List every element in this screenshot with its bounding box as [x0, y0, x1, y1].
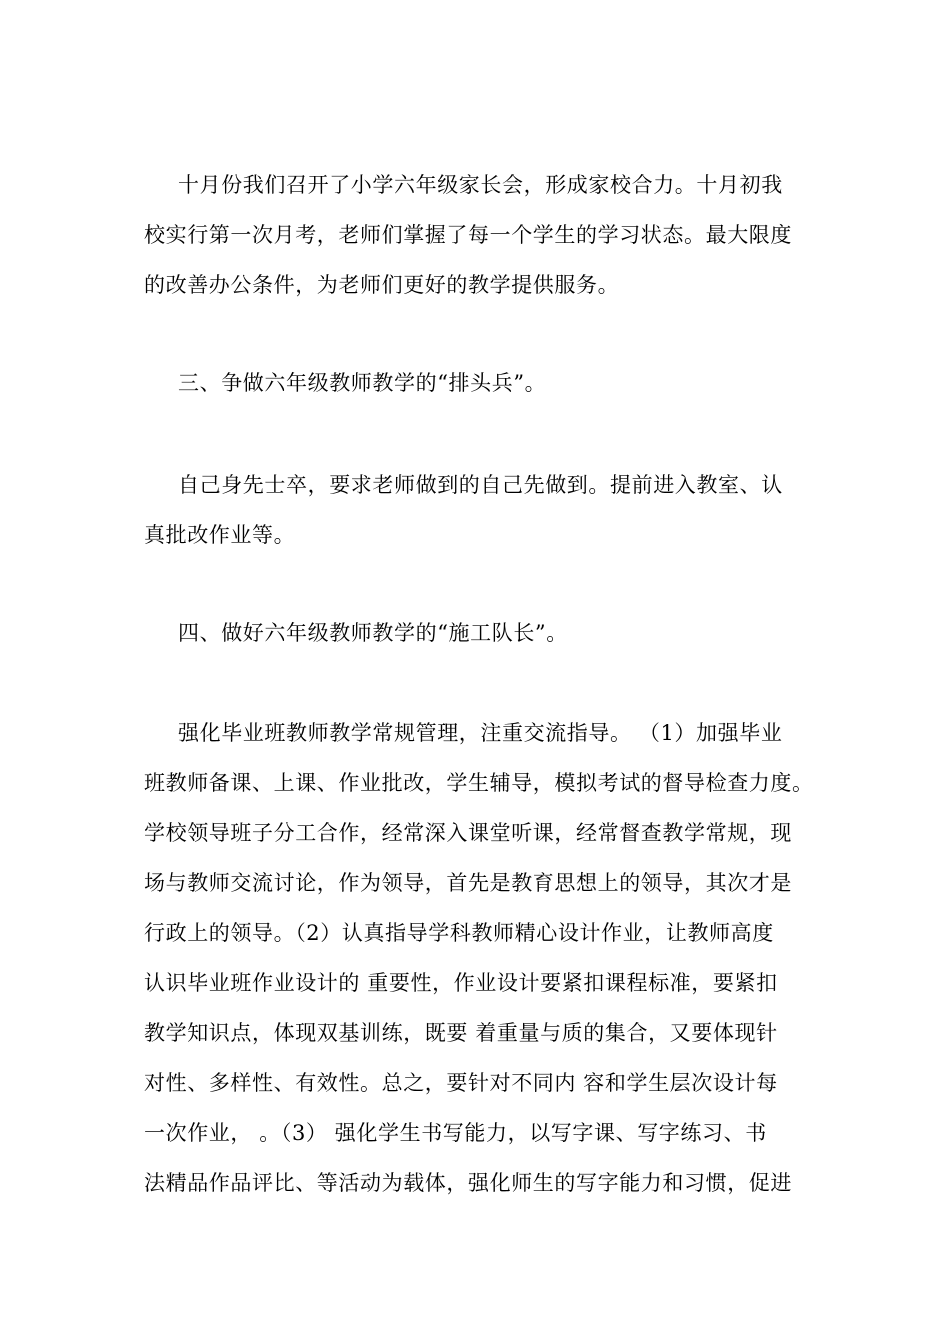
paragraph-line: 十月份我们召开了小学六年级家长会，形成家校合力。十月初我 [178, 173, 783, 197]
paragraph-parent-meeting [144, 160, 808, 310]
paragraph-line: 行政上的领导。（2）认真指导学科教师精心设计作业，让教师高度 [144, 921, 774, 945]
paragraph-line: 教学知识点，体现双基训练，既要 着重量与质的集合，又要体现针 [144, 1021, 778, 1045]
paragraph-lead-by-example [144, 460, 808, 560]
paragraph-line: 真批改作业等。 [144, 523, 296, 547]
paragraph-line: 对性、多样性、有效性。总之，要针对不同内 容和学生层次设计每 [144, 1071, 778, 1095]
paragraph-teaching-management [144, 708, 814, 1208]
paragraph-line: 校实行第一次月考，老师们掌握了每一个学生的学习状态。最大限度 [144, 223, 792, 247]
heading-text: 三、争做六年级教师教学的“排头兵”。 [178, 371, 547, 395]
paragraph-line: 班教师备课、上课、作业批改，学生辅导，模拟考试的督导检查力度。 [144, 771, 814, 795]
paragraph-line: 学校领导班子分工合作，经常深入课堂听课，经常督查教学常规，现 [144, 821, 792, 845]
paragraph-line: 强化毕业班教师教学常规管理，注重交流指导。 （1）加强毕业 [178, 721, 783, 745]
section-heading-3 [144, 358, 808, 408]
paragraph-line: 认识毕业班作业设计的 重要性，作业设计要紧扣课程标准，要紧扣 [144, 971, 778, 995]
section-heading-4 [144, 608, 808, 658]
paragraph-line: 法精品作品评比、等活动为载体，强化师生的写字能力和习惯，促进 [144, 1171, 792, 1195]
paragraph-line: 场与教师交流讨论，作为领导，首先是教育思想上的领导，其次才是 [144, 871, 792, 895]
paragraph-line: 一次作业， 。（3） 强化学生书写能力，以写字课、写字练习、书 [144, 1121, 767, 1145]
heading-text: 四、做好六年级教师教学的“施工队长”。 [178, 621, 568, 645]
paragraph-line: 的改善办公条件，为老师们更好的教学提供服务。 [144, 273, 620, 297]
paragraph-line: 自己身先士卒，要求老师做到的自己先做到。提前进入教室、认 [178, 473, 783, 497]
